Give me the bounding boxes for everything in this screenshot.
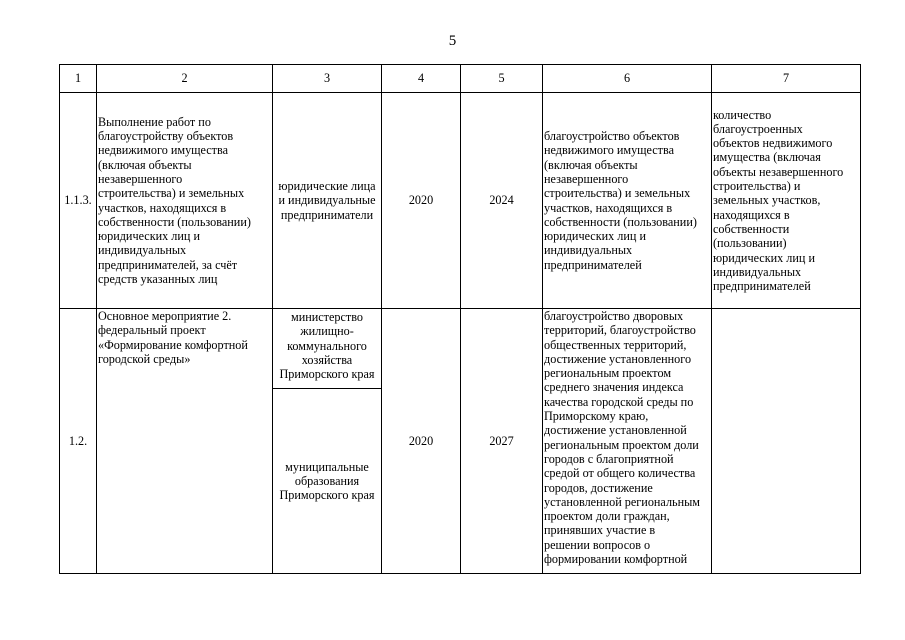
- header-cell-3: 3: [273, 65, 382, 93]
- header-cell-2: 2: [97, 65, 273, 93]
- end-year: 2027: [461, 309, 543, 574]
- header-cell-4: 4: [382, 65, 461, 93]
- target-indicator: [712, 309, 861, 574]
- responsible-executor-municipal: муниципальные образования Приморского края: [279, 459, 375, 503]
- row-number: 1.2.: [60, 309, 97, 574]
- activity-description: [97, 309, 273, 574]
- header-cell-6: 6: [543, 65, 712, 93]
- responsible-executor-text: юридические лица и индивидуальные предприниматели: [278, 179, 376, 222]
- header-row: [60, 65, 861, 93]
- expected-result: [543, 93, 712, 309]
- activity-description-text: Выполнение работ по благоустройству объектов недвижимого имущества (включая объекты незавершенного строительства) и земельных участков, находящихся в собственности (пользовании) юридических лиц и индивидуальных предпринимателей, за счёт средств указанных лиц: [98, 114, 251, 286]
- expected-result-text: благоустройство объектов недвижимого имущества (включая объекты незавершенного строительства) и земельных участков, находящихся в собственности (пользовании) юридических лиц и индивидуальных предпринимателей: [544, 129, 697, 272]
- table-row: [60, 309, 861, 574]
- target-indicator: [712, 93, 861, 309]
- program-table: [59, 64, 861, 574]
- start-year: 2020: [382, 309, 461, 574]
- activity-description: [97, 93, 273, 309]
- target-indicator-text: количество благоустроенных объектов недвижимого имущества (включая объекты незавершенного строительства) и земельных участков, находящихся в собственности (пользовании) юридических лиц и индивидуальных предпринимателей: [713, 107, 844, 294]
- responsible-executor: [273, 309, 382, 574]
- end-year: 2024: [461, 93, 543, 309]
- expected-result: [543, 309, 712, 574]
- page-number: 5: [448, 33, 457, 49]
- responsible-executor-ministry: министерство жилищно- коммунального хозяйства Приморского края: [273, 309, 381, 389]
- start-year: 2020: [382, 93, 461, 309]
- table-row: [60, 93, 861, 309]
- row-number: 1.1.3.: [60, 93, 97, 309]
- responsible-executor-municipal-cell: [273, 389, 381, 573]
- header-cell-5: 5: [461, 65, 543, 93]
- expected-result-text: благоустройство дворовых территорий, благоустройство общественных территорий, достижение установленного региональным проектом среднего значения индекса качества городской среды по Приморскому краю, достижение установленной региональным проектом доли городов с благоприятной средой от общего количества городов, достижение установленной региональным проектом доли граждан, принявших участие в решении вопросов о формировании комфортной: [544, 309, 701, 567]
- activity-description-text: Основное мероприятие 2. федеральный проект «Формирование комфортной городской среды»: [98, 309, 248, 366]
- header-cell-1: 1: [60, 65, 97, 93]
- header-cell-7: 7: [712, 65, 861, 93]
- responsible-executor: [273, 93, 382, 309]
